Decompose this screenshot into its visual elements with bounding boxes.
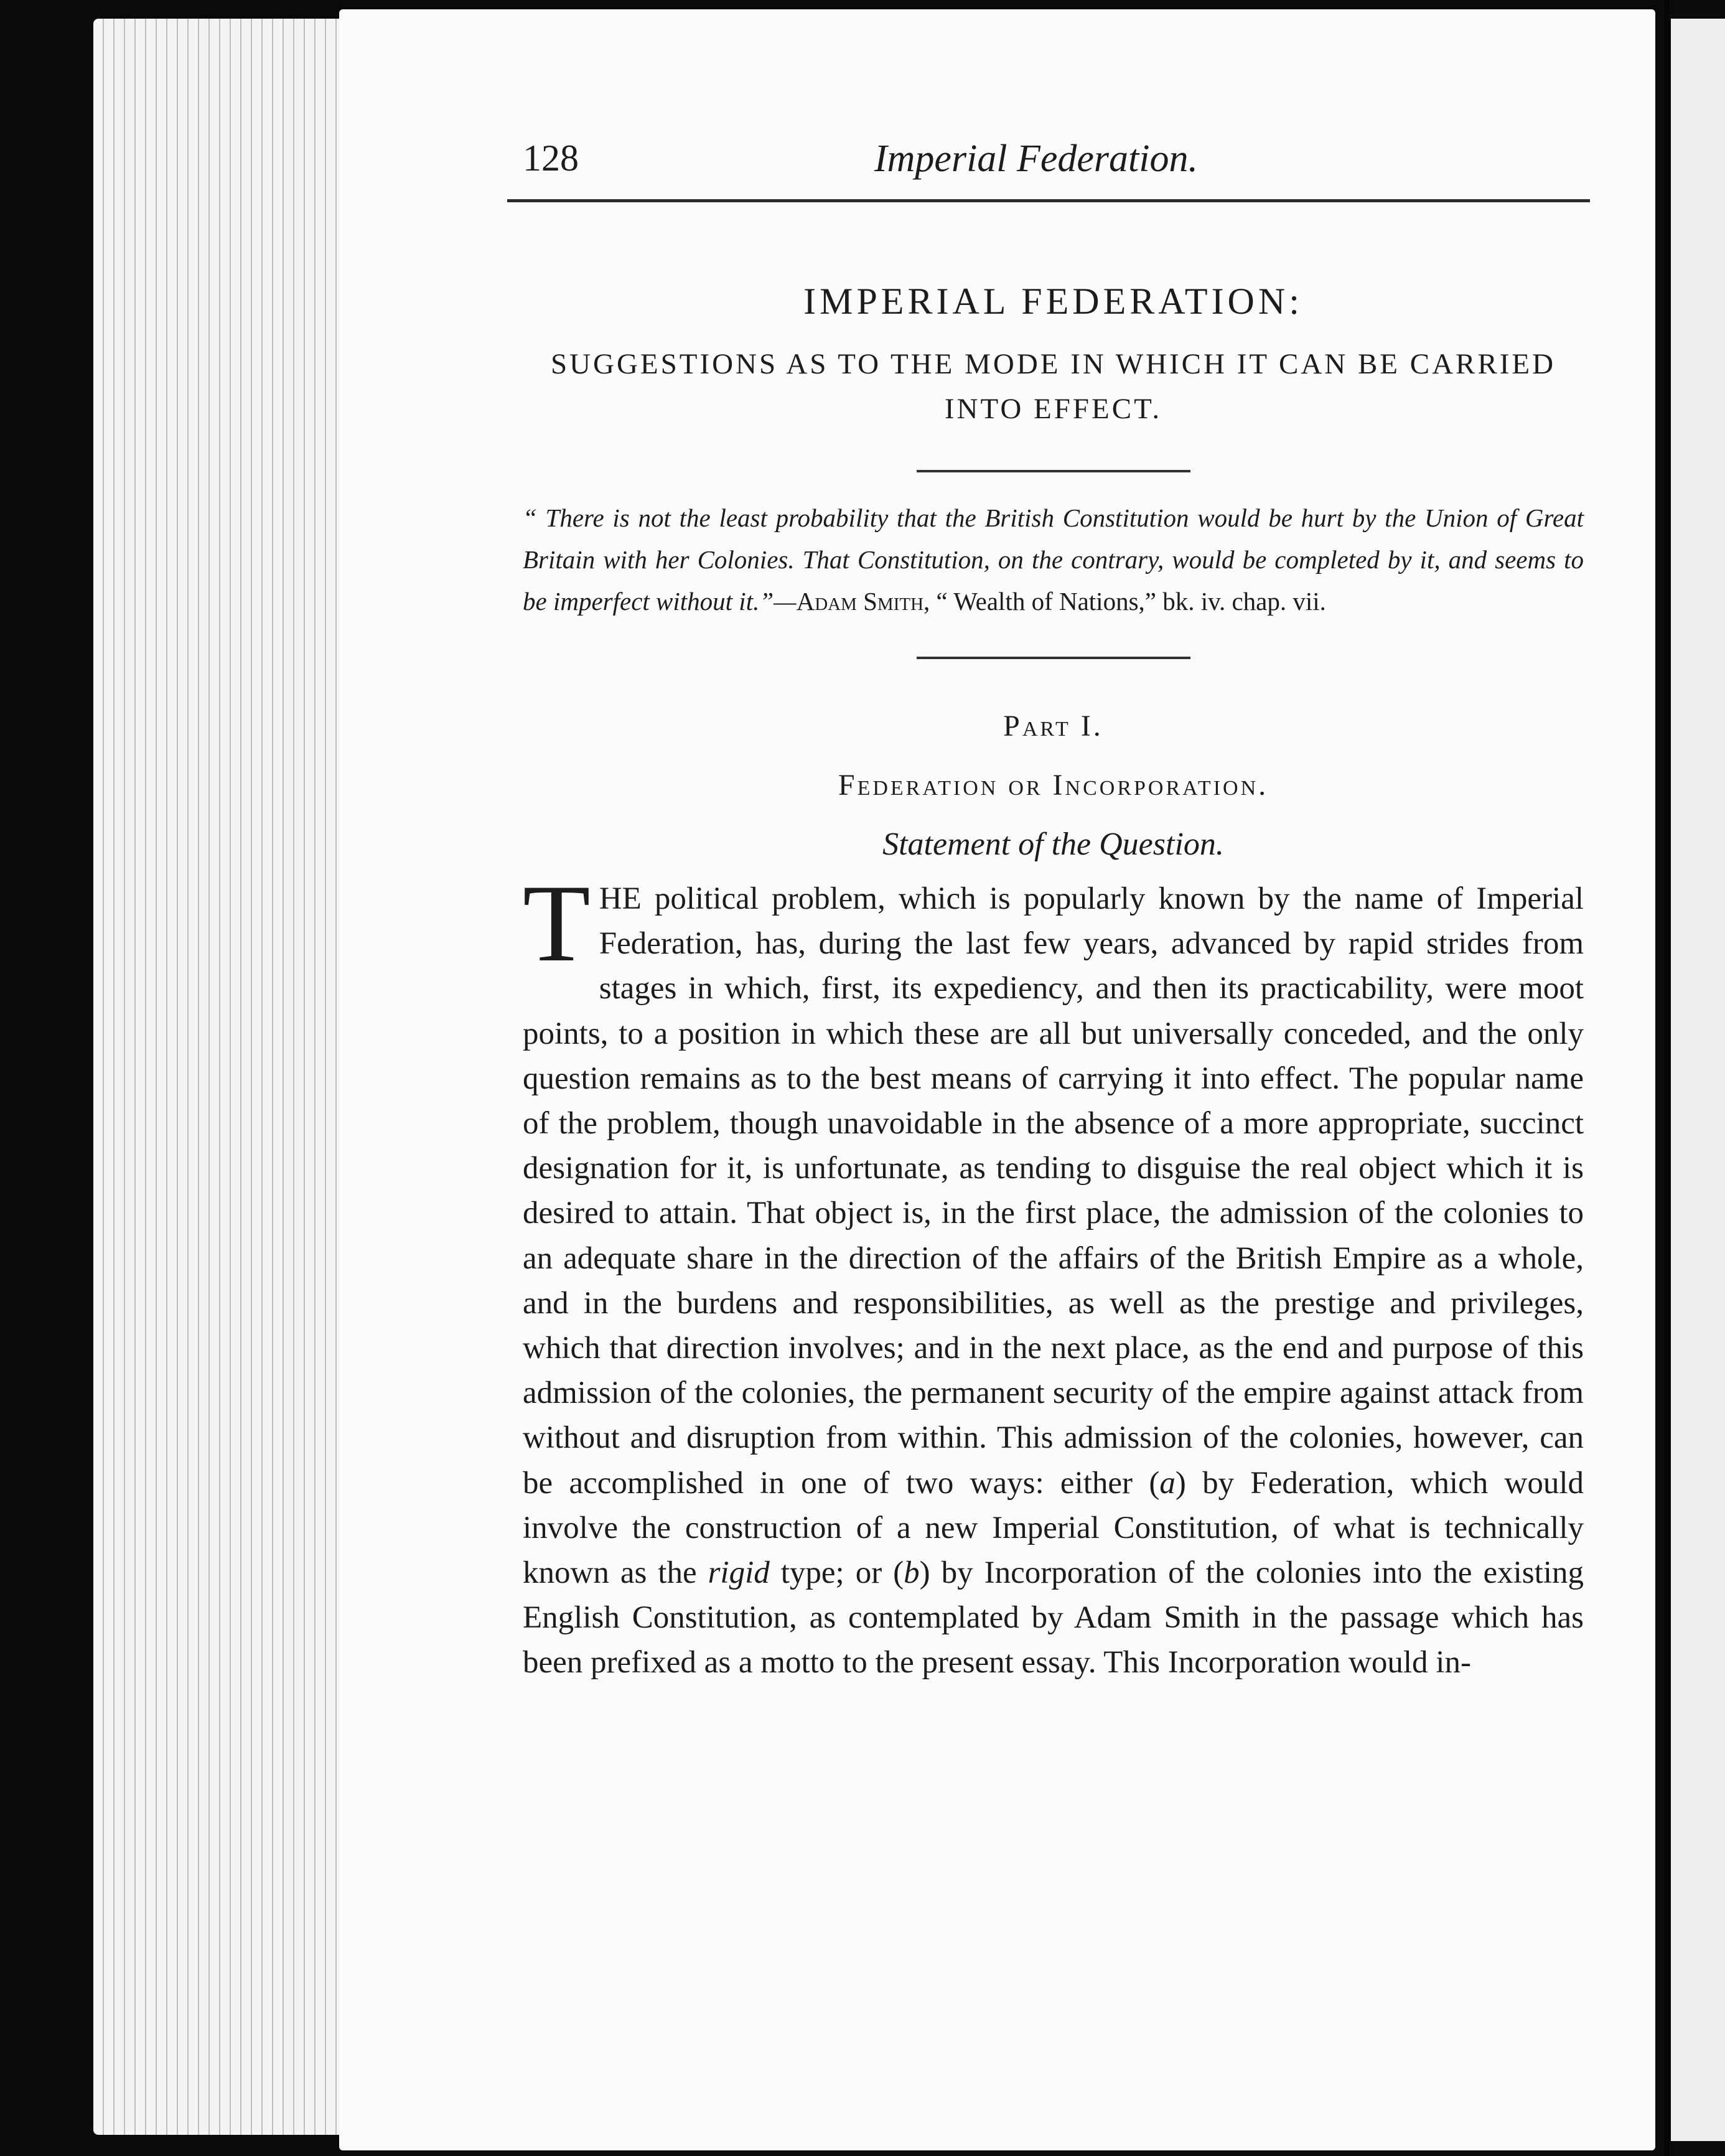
epigraph-author: Adam Smith, [796, 587, 930, 616]
running-head: Imperial Federation. [874, 138, 1199, 180]
subsection-heading: Statement of the Question. [882, 827, 1224, 862]
epigraph-source: “ Wealth of Nations,” bk. iv. chap. vii. [930, 587, 1326, 616]
body-italic-b: b [904, 1555, 920, 1591]
article-title: IMPERIAL FEDERATION: [803, 281, 1303, 322]
next-page-edge [1671, 19, 1725, 2141]
body-italic-rigid: rigid [708, 1555, 770, 1591]
page-content [523, 124, 1584, 1685]
body-text-4: ) by Incorporation of the colonies into the existing English Constitution, as contemplated by Adam Smith in the passage which has been prefixed as a motto to the present essay. This Incorporation would in- [523, 1555, 1584, 1680]
body-paragraph [523, 861, 1584, 1685]
running-header [523, 124, 1584, 199]
epigraph-quote: “ There is not the least probability that the British Constitution would be hurt by the Union of Great Britain with her Colonies. That Constitution, on the contrary, would be completed by it, and seems to be imperfect without it.”— [523, 504, 1584, 616]
body-text-1: HE political problem, which is popularly known by the name of Imperial Federation, has, during the last few years, advanced by rapid strides from stages in which, first, its expediency, and then its practicability, were moot points, to a position in which these are all but universally conceded, and the only question remains as to the best means of carrying it into effect. The popular name of the problem, though unavoidable in the absence of a more appropriate, succinct designation for it, is unfortunate, as tending to disguise the real object which it is desired to attain. That object is, in the first place, the admission of the colonies to an adequate share in the direction of the affairs of the British Empire as a whole, and in the burdens and responsibilities, as well as the prestige and privileges, which that direction involves; and in the next place, as the end and purpose of this admission of the colonies, the permanent security of the empire against attack from without and disruption from within. This admission of the colonies, however, can be accomplished in one of two ways: either ( [523, 881, 1584, 1501]
body-italic-a: a [1159, 1465, 1176, 1501]
page-edges [93, 19, 355, 2135]
article-subtitle: SUGGESTIONS AS TO THE MODE IN WHICH IT CAN BE CARRIED INTO EFFECT. [550, 348, 1556, 425]
body-text-3: type; or ( [769, 1555, 904, 1591]
header-rule [507, 199, 1590, 202]
title-divider [917, 470, 1190, 472]
epigraph-divider [917, 657, 1190, 659]
gutter-line [1665, 0, 1670, 2156]
part-heading: Part I. [1003, 710, 1103, 743]
body-text-2: ) by Federation, which would involve the construction of a new Imperial Constitution, of what is technically known as the [523, 1465, 1584, 1591]
drop-cap: T [523, 861, 591, 985]
epigraph [523, 497, 1584, 622]
page-number: 128 [523, 138, 579, 179]
section-heading: Federation or Incorporation. [838, 769, 1269, 802]
